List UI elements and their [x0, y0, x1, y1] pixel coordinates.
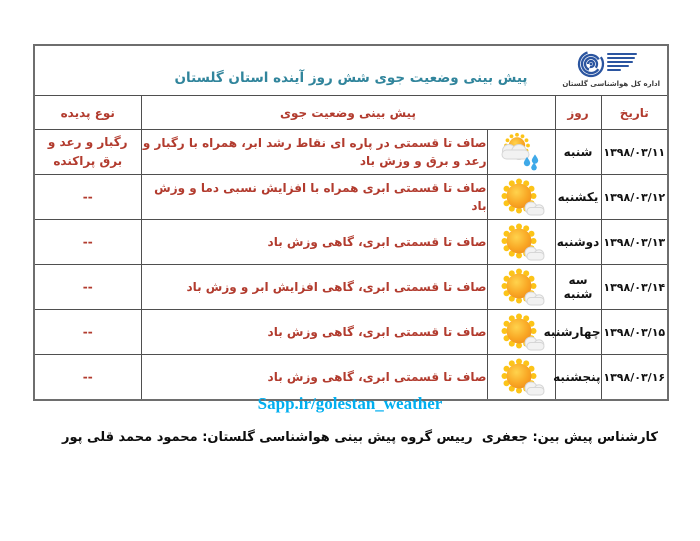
forecast-cell: صاف تا قسمتی ابری، گاهی وزش باد — [141, 220, 487, 265]
phenomenon-cell: -- — [34, 175, 141, 220]
weather-icon-cell — [487, 310, 555, 355]
weather-icon — [493, 222, 549, 262]
weather-icon — [493, 267, 549, 307]
col-header-day: روز — [555, 96, 601, 130]
col-header-date: تاریخ — [601, 96, 668, 130]
sun-cloud-icon — [493, 267, 549, 307]
logo-text-lines — [607, 49, 637, 71]
column-header-row — [34, 96, 668, 130]
day-cell: چهارشنبه — [555, 310, 601, 355]
table-row — [34, 265, 668, 310]
table-row — [34, 130, 668, 175]
spiral-logo-icon — [572, 49, 606, 79]
sun-cloud-rain-icon — [493, 132, 549, 172]
weather-icon-cell — [487, 265, 555, 310]
col-header-phenomenon: نوع پدیده — [34, 96, 141, 130]
sun-cloud-icon — [493, 312, 549, 352]
col-header-forecast: پیش بینی وضعیت جوی — [141, 96, 555, 130]
forecast-sheet — [33, 44, 667, 401]
date-cell: ۱۳۹۸/۰۳/۱۲ — [601, 175, 668, 220]
day-cell: پنجشنبه — [555, 355, 601, 401]
sun-cloud-icon — [493, 177, 549, 217]
soroush-channel-link[interactable]: Sapp.ir/golestan_weather — [257, 394, 443, 413]
date-cell: ۱۳۹۸/۰۳/۱۳ — [601, 220, 668, 265]
date-cell: ۱۳۹۸/۰۳/۱۵ — [601, 310, 668, 355]
weather-icon — [493, 357, 549, 397]
page-title: پیش بینی وضعیت جوی شش روز آینده استان گلستان — [174, 69, 528, 86]
day-cell: سه شنبه — [555, 265, 601, 310]
weather-icon — [493, 132, 549, 172]
forecast-cell: صاف تا قسمتی ابری همراه با افزایش نسبی دما و وزش باد — [141, 175, 487, 220]
phenomenon-cell: -- — [34, 220, 141, 265]
weather-icon-cell — [487, 220, 555, 265]
forecast-cell: صاف تا قسمتی ابری، گاهی وزش باد — [141, 310, 487, 355]
weather-icon-cell — [487, 130, 555, 175]
forecast-cell: صاف تا قسمتی ابری، گاهی وزش باد — [141, 355, 487, 401]
table-row — [34, 310, 668, 355]
met-org-logo — [562, 49, 660, 88]
weather-icon-cell — [487, 175, 555, 220]
table-row — [34, 220, 668, 265]
sun-cloud-icon — [493, 357, 549, 397]
forecast-cell: صاف تا قسمتی در پاره ای نقاط رشد ابر، همراه با رگبار و رعد و برق و وزش باد — [141, 130, 487, 175]
signature-row — [0, 428, 700, 449]
day-cell: دوشنبه — [555, 220, 601, 265]
day-cell: شنبه — [555, 130, 601, 175]
phenomenon-cell: -- — [34, 355, 141, 401]
date-cell: ۱۳۹۸/۰۳/۱۴ — [601, 265, 668, 310]
logo-caption: اداره کل هواشناسی گلستان — [562, 80, 660, 88]
date-cell: ۱۳۹۸/۰۳/۱۱ — [601, 130, 668, 175]
day-cell: یکشنبه — [555, 175, 601, 220]
forecast-cell: صاف تا قسمتی ابری، گاهی افزایش ابر و وزش باد — [141, 265, 487, 310]
sun-cloud-icon — [493, 222, 549, 262]
forecast-table — [33, 44, 669, 401]
head-of-group-name: رییس گروه پیش بینی هواشناسی گلستان: محمود محمد قلی پور — [62, 430, 473, 445]
weather-icon — [493, 312, 549, 352]
table-row — [34, 175, 668, 220]
forecaster-name: کارشناس پیش بین: جعفری — [481, 430, 658, 445]
weather-icon — [493, 177, 549, 217]
phenomenon-cell: -- — [34, 310, 141, 355]
date-cell: ۱۳۹۸/۰۳/۱۶ — [601, 355, 668, 401]
title-row — [34, 45, 668, 96]
phenomenon-cell: -- — [34, 265, 141, 310]
phenomenon-cell: رگبار و رعد و برق پراکنده — [34, 130, 141, 175]
